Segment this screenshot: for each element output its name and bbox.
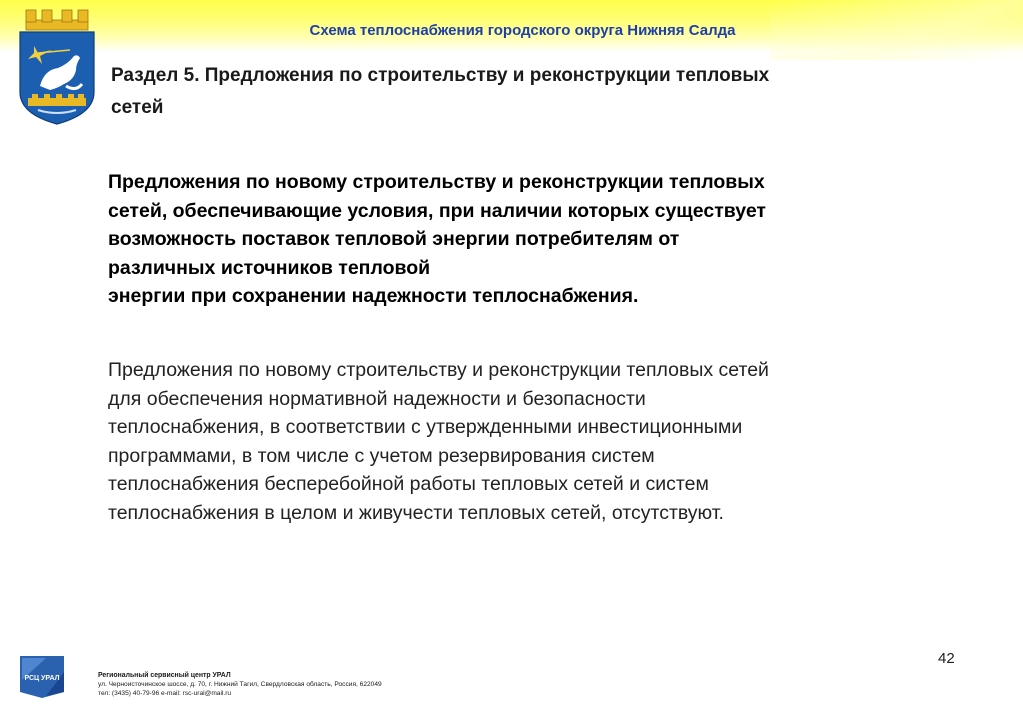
bold-paragraph-line: Предложения по новому строительству и реконструкции тепловых: [108, 171, 765, 193]
regular-paragraph-line: Предложения по новому строительству и реконструкции тепловых сетей: [108, 359, 769, 381]
footer-address: ул. Черноисточинское шоссе, д. 70, г. Нижний Тагил, Свердловская область, Россия, 622049: [98, 681, 382, 689]
bold-paragraph-line: сетей, обеспечивающие условия, при наличии которых существует: [108, 199, 766, 222]
logo-text: РСЦ УРАЛ: [24, 675, 60, 682]
footer-contacts: тел: (3435) 40-79-96 e-mail: rsc-ural@mail.ru: [98, 690, 232, 698]
bold-paragraph: [108, 168, 928, 311]
section-title-line: Раздел 5. Предложения по строительству и реконструкции тепловых: [111, 65, 770, 86]
section-title: [111, 60, 951, 124]
regular-paragraph-line: теплоснабжения бесперебойной работы тепловых сетей и систем: [108, 473, 709, 495]
bold-paragraph-line: различных источников тепловой: [108, 256, 431, 279]
regular-paragraph-line: теплоснабжения, в соответствии с утвержденными инвестиционными: [108, 416, 743, 438]
footer-org-name: Региональный сервисный центр УРАЛ: [98, 672, 231, 679]
footer-info: [98, 671, 382, 699]
regular-paragraph-line: теплоснабжения в целом и живучести тепловых сетей, отсутствуют.: [108, 501, 724, 524]
rsc-ural-logo-icon: [16, 652, 68, 700]
bold-paragraph-line: энергии при сохранении надежности теплоснабжения.: [108, 285, 639, 307]
document-header-title: Схема теплоснабжения городского округа Нижняя Салда: [309, 22, 736, 39]
section-title-line: сетей: [111, 97, 164, 118]
bold-paragraph-line: возможность поставок тепловой энергии потребителям от: [108, 228, 680, 250]
regular-paragraph: [108, 356, 948, 527]
coat-of-arms-icon: [14, 6, 100, 126]
regular-paragraph-line: программами, в том числе с учетом резервирования систем: [108, 444, 655, 467]
regular-paragraph-line: для обеспечения нормативной надежности и безопасности: [108, 387, 646, 410]
page-number: 42: [938, 650, 955, 667]
